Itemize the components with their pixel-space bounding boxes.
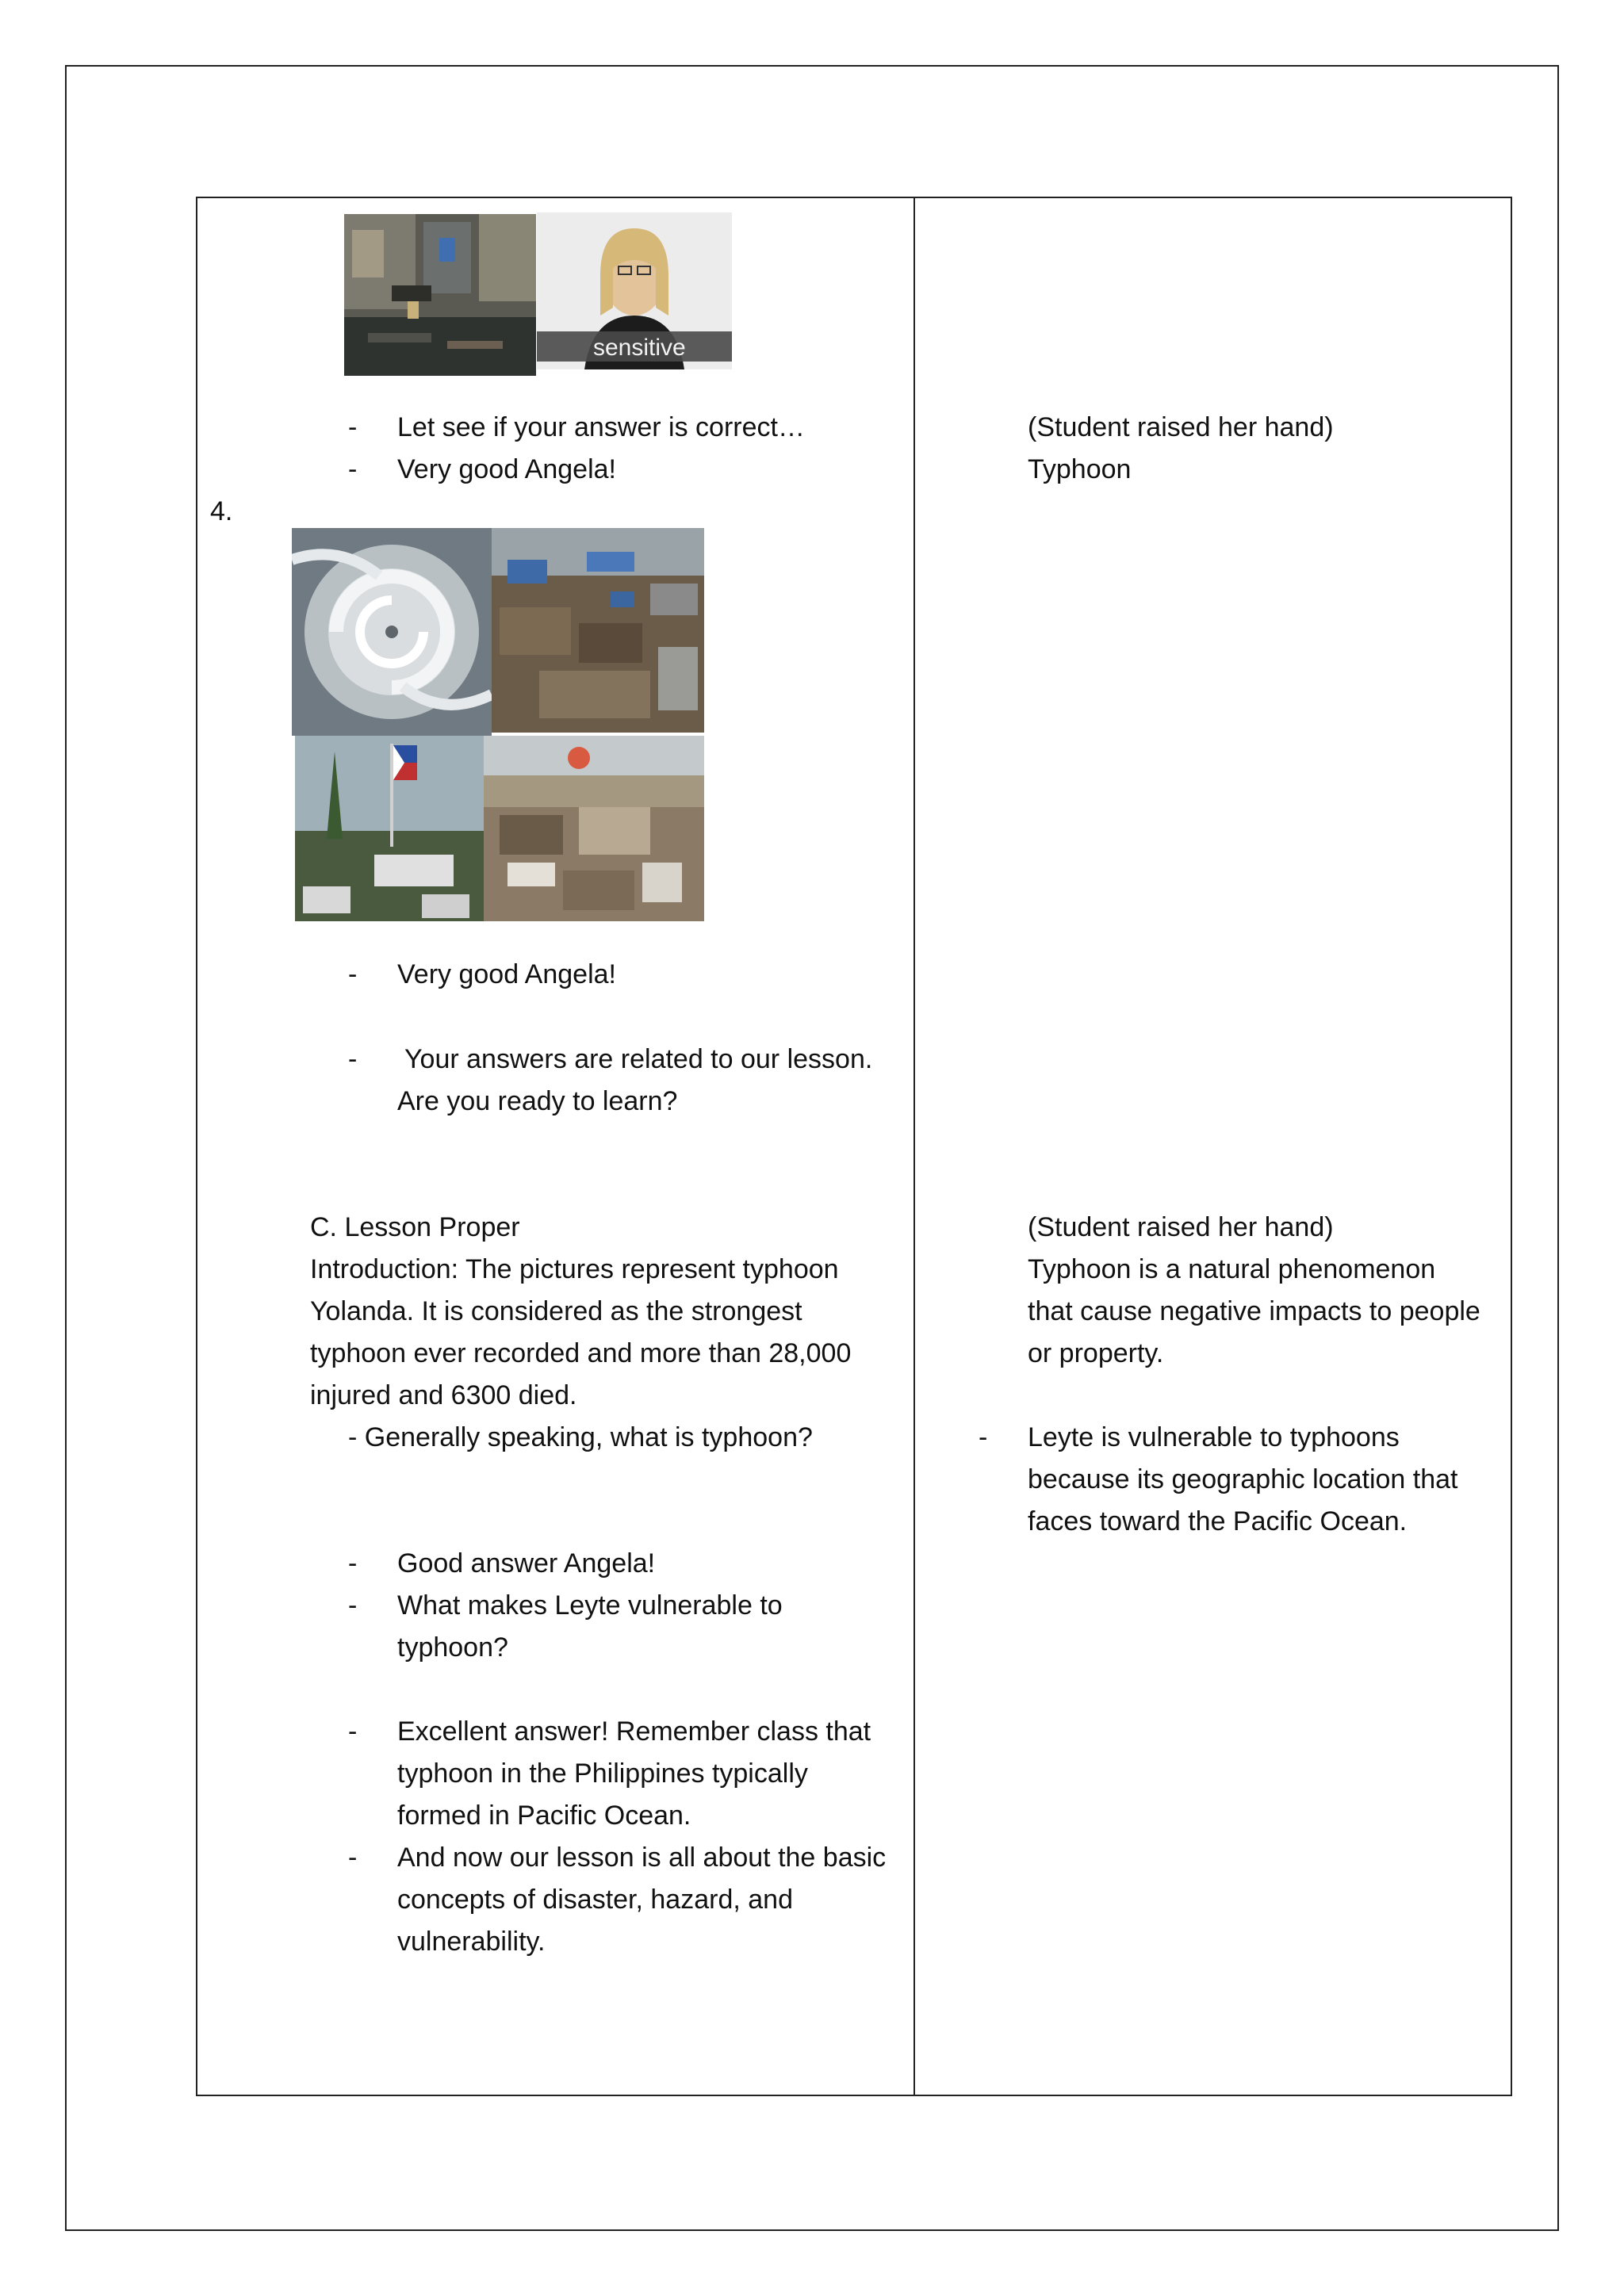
bullet-dash: - [348, 454, 358, 484]
bullet-dash: - [979, 1422, 988, 1452]
student-raised-hand: (Student raised her hand) [1028, 412, 1334, 442]
teacher-bullet-excellent: formed in Pacific Ocean. [397, 1800, 691, 1831]
student-typhoon-definition: that cause negative impacts to people [1028, 1296, 1480, 1326]
intro-line: typhoon ever recorded and more than 28,000 [310, 1338, 852, 1368]
bullet-dash: - [348, 1843, 358, 1873]
bullet-dash: - [348, 412, 358, 442]
student-raised-hand: (Student raised her hand) [1028, 1212, 1334, 1242]
lesson-table [196, 197, 1512, 2096]
teacher-bullet-lesson-topic: And now our lesson is all about the basic [397, 1843, 887, 1873]
student-leyte-answer: because its geographic location that [1028, 1464, 1458, 1494]
debris-field-image [484, 736, 704, 921]
teacher-bullet-check-answer: Let see if your answer is correct… [397, 412, 805, 442]
bullet-dash: - [348, 1548, 358, 1578]
student-typhoon-definition: or property. [1028, 1338, 1164, 1368]
teacher-bullet-excellent: typhoon in the Philippines typically [397, 1758, 808, 1789]
bullet-dash: - [348, 1716, 358, 1747]
teacher-bullet-excellent: Excellent answer! Remember class that [397, 1716, 871, 1747]
teacher-bullet-very-good-2: Very good Angela! [397, 959, 617, 989]
teacher-bullet-leyte-question: typhoon? [397, 1632, 508, 1663]
intro-line: Introduction: The pictures represent typhoon [310, 1254, 839, 1284]
help-sign-image [295, 736, 484, 921]
bullet-dash: - [348, 1044, 358, 1074]
student-typhoon-definition: Typhoon is a natural phenomenon [1028, 1254, 1436, 1284]
teacher-bullet-ready-line2: Are you ready to learn? [397, 1086, 678, 1116]
teacher-bullet-very-good: Very good Angela! [397, 454, 617, 484]
typhoon-satellite-image [292, 528, 492, 736]
image-caption: sensitive [593, 335, 686, 361]
item-number: 4. [210, 496, 233, 526]
teacher-bullet-leyte-question: What makes Leyte vulnerable to [397, 1590, 783, 1621]
column-divider [914, 197, 915, 2096]
intro-line: Yolanda. It is considered as the strongest [310, 1296, 802, 1326]
teacher-bullet-lesson-topic: concepts of disaster, hazard, and [397, 1885, 793, 1915]
lesson-proper-heading: C. Lesson Proper [310, 1212, 520, 1242]
bullet-dash: - [348, 959, 358, 989]
teacher-bullet-ready-line1: Your answers are related to our lesson. [404, 1044, 873, 1074]
typhoon-question: - Generally speaking, what is typhoon? [348, 1422, 813, 1452]
intro-line: injured and 6300 died. [310, 1380, 577, 1410]
student-leyte-answer: Leyte is vulnerable to typhoons [1028, 1422, 1400, 1452]
flooded-slum-image [344, 214, 536, 376]
bullet-dash: - [348, 1590, 358, 1621]
destroyed-houses-image [492, 528, 704, 733]
teacher-bullet-good-answer: Good answer Angela! [397, 1548, 656, 1578]
student-answer-typhoon: Typhoon [1028, 454, 1132, 484]
student-leyte-answer: faces toward the Pacific Ocean. [1028, 1506, 1408, 1536]
teacher-bullet-lesson-topic: vulnerability. [397, 1927, 546, 1957]
